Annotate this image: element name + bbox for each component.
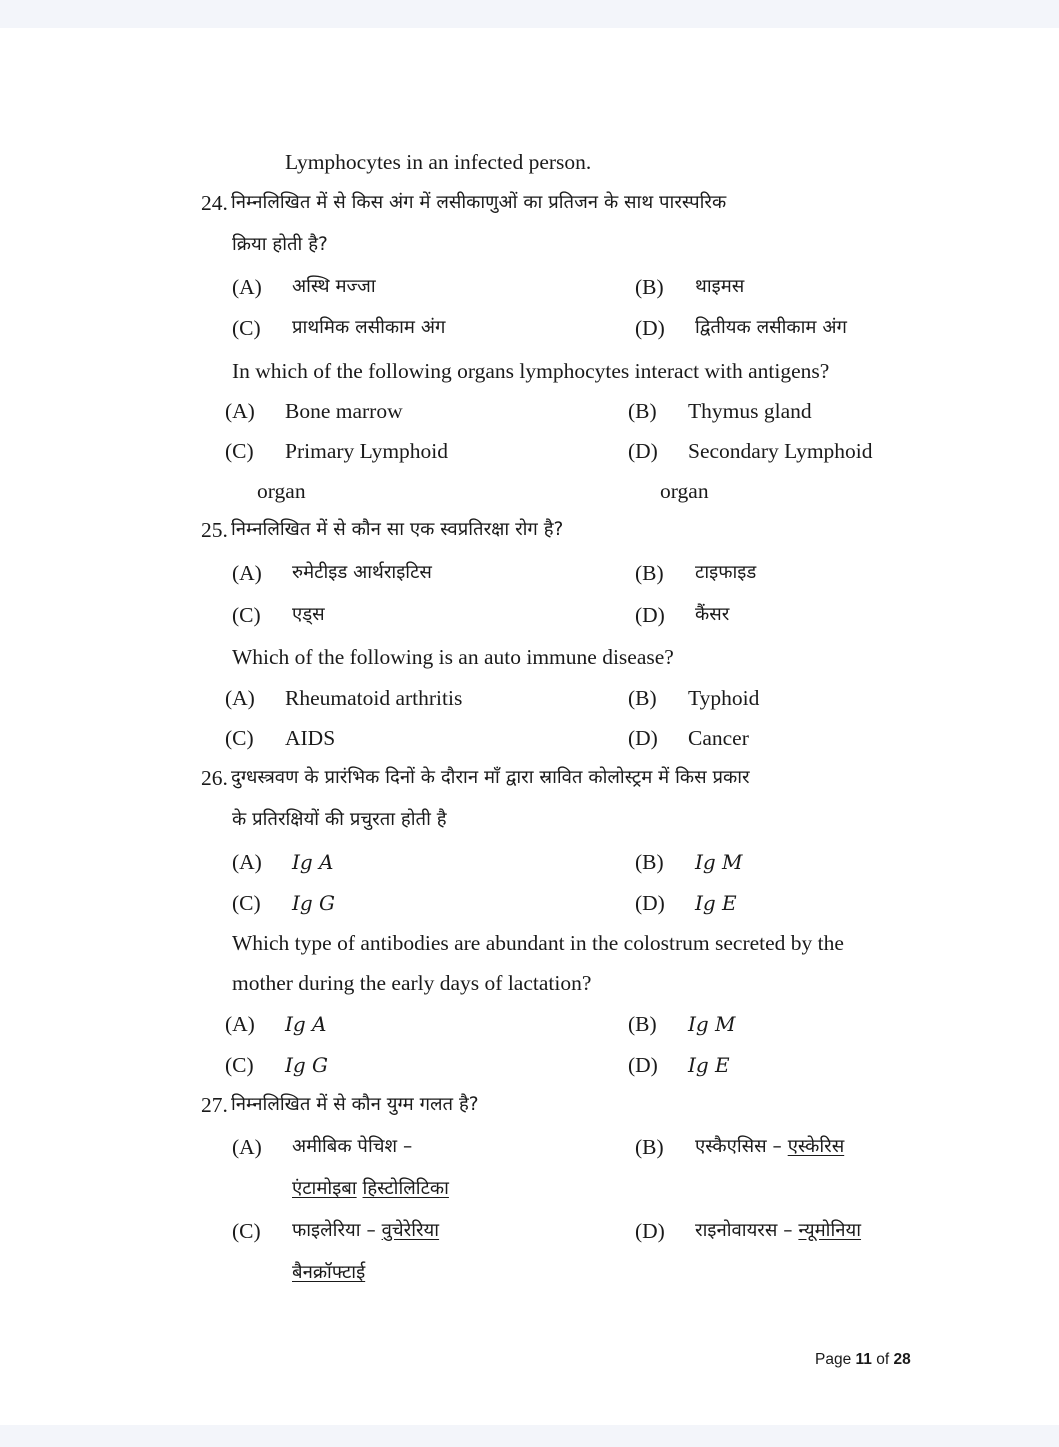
q27-option-c (292, 1217, 439, 1245)
q26-en-option-a-label: (A) (225, 1012, 255, 1036)
q26-hi-option-b: Ig M (695, 850, 743, 874)
q26-en-option-d: Ig E (688, 1053, 730, 1077)
q25-number: 25. (201, 518, 228, 542)
q26-english-line1: Which type of antibodies are abundant in the colostrum secreted by the (232, 931, 844, 955)
q24-hi-option-d-label: (D) (635, 316, 665, 340)
q26-en-option-b-label: (B) (628, 1012, 657, 1036)
q25-hi-option-a: रुमेटीइड आर्थराइटिस (292, 562, 432, 583)
q26-hi-option-a: Ig A (292, 850, 334, 874)
q27-option-a-species: हिस्टोलिटिका (362, 1178, 449, 1199)
q24-en-option-d-continuation: organ (660, 479, 709, 503)
q27-option-a-label: (A) (232, 1135, 262, 1159)
q27-option-d-text: राइनोवायरस – (695, 1220, 793, 1241)
q26-en-option-c-label: (C) (225, 1053, 254, 1077)
intro-line: Lymphocytes in an infected person. (285, 150, 592, 174)
q25-hi-option-c-label: (C) (232, 603, 261, 627)
q24-hi-option-b-label: (B) (635, 275, 664, 299)
q25-en-option-a-label: (A) (225, 686, 255, 710)
q26-hi-option-b-label: (B) (635, 850, 664, 874)
q24-en-option-c: Primary Lymphoid (285, 439, 449, 463)
q26-en-option-d-label: (D) (628, 1053, 658, 1077)
q24-english-question: In which of the following organs lymphocytes interact with antigens? (232, 359, 830, 383)
q25-hi-option-b: टाइफाइड (695, 562, 757, 583)
q25-en-option-c: AIDS (285, 726, 336, 750)
q26-hindi-line2: के प्रतिरक्षियों की प्रचुरता होती है (232, 809, 447, 830)
q27-option-c-species: बैनक्रॉफ्टाई (292, 1262, 366, 1283)
q24-hi-option-d: द्वितीयक लसीकाम अंग (695, 317, 847, 338)
q26-en-option-a: Ig A (285, 1012, 327, 1036)
q27-option-b-underlined: एस्केरिस (787, 1136, 845, 1157)
q24-hi-option-a-label: (A) (232, 275, 262, 299)
q25-en-option-b: Typhoid (688, 686, 760, 710)
q24-en-option-b: Thymus gland (688, 399, 812, 423)
q27-option-a-continuation (292, 1175, 449, 1203)
q26-english-line2: mother during the early days of lactation? (232, 971, 592, 995)
q24-en-option-c-label: (C) (225, 439, 254, 463)
q24-en-option-c-continuation: organ (257, 479, 306, 503)
q24-number: 24. (201, 191, 228, 215)
q24-hindi-line2: क्रिया होती है? (232, 234, 328, 255)
q26-hi-option-d-label: (D) (635, 891, 665, 915)
q25-en-option-c-label: (C) (225, 726, 254, 750)
q27-option-a-genus: एंटामोइबा (292, 1178, 357, 1199)
footer-prefix: Page (815, 1351, 852, 1368)
q25-english-question: Which of the following is an auto immune disease? (232, 645, 674, 669)
q24-en-option-a-label: (A) (225, 399, 255, 423)
q26-en-option-b: Ig M (688, 1012, 736, 1036)
q26-en-option-c: Ig G (285, 1053, 329, 1077)
q25-en-option-a: Rheumatoid arthritis (285, 686, 463, 710)
q27-option-b-label: (B) (635, 1135, 664, 1159)
q25-hi-option-b-label: (B) (635, 561, 664, 585)
q26-hi-option-a-label: (A) (232, 850, 262, 874)
q24-hi-option-b: थाइमस (695, 276, 745, 297)
q25-en-option-d-label: (D) (628, 726, 658, 750)
q27-option-d (695, 1217, 861, 1245)
q24-hi-option-a: अस्थि मज्जा (292, 276, 376, 297)
footer-current-page: 11 (855, 1351, 872, 1368)
q27-option-c-label: (C) (232, 1219, 261, 1243)
q27-option-c-underlined: वुचेरेरिया (381, 1220, 440, 1241)
q27-option-d-underlined: न्यूमोनिया (798, 1220, 862, 1241)
q25-hi-option-c: एड्स (292, 604, 325, 625)
q27-option-b-text: एस्कैएसिस – (695, 1136, 782, 1157)
q25-hi-option-d: कैंसर (695, 604, 730, 625)
q24-hi-option-c-label: (C) (232, 316, 261, 340)
q26-hi-option-d: Ig E (695, 891, 737, 915)
q24-hindi-line1: निम्नलिखित में से किस अंग में लसीकाणुओं का प्रतिजन के साथ पारस्परिक (231, 192, 727, 213)
footer-of: of (876, 1351, 890, 1368)
q26-number: 26. (201, 766, 228, 790)
footer-total-pages: 28 (893, 1351, 911, 1368)
q24-hi-option-c: प्राथमिक लसीकाम अंग (292, 317, 446, 338)
q24-en-option-a: Bone marrow (285, 399, 403, 423)
q26-hindi-line1: दुग्धस्त्रवण के प्रारंभिक दिनों के दौरान माँ द्वारा स्रावित कोलोस्ट्रम में किस प्रकार (231, 767, 750, 788)
q24-en-option-d: Secondary Lymphoid (688, 439, 873, 463)
q27-hindi-line1: निम्नलिखित में से कौन युग्म गलत है? (231, 1094, 479, 1115)
q24-en-option-b-label: (B) (628, 399, 657, 423)
q27-option-a-text: अमीबिक पेचिश – (292, 1136, 413, 1157)
q26-hi-option-c-label: (C) (232, 891, 261, 915)
q25-hindi-line1: निम्नलिखित में से कौन सा एक स्वप्रतिरक्षा रोग है? (231, 519, 564, 540)
q27-option-c-continuation (292, 1259, 365, 1287)
q25-hi-option-d-label: (D) (635, 603, 665, 627)
page-number-footer (815, 1351, 911, 1369)
q27-option-d-label: (D) (635, 1219, 665, 1243)
document-page (0, 28, 1059, 1425)
q27-number: 27. (201, 1093, 228, 1117)
q25-en-option-b-label: (B) (628, 686, 657, 710)
q27-option-b (695, 1133, 844, 1161)
q25-en-option-d: Cancer (688, 726, 749, 750)
q26-hi-option-c: Ig G (292, 891, 336, 915)
q24-en-option-d-label: (D) (628, 439, 658, 463)
q27-option-c-text: फाइलेरिया – (292, 1220, 376, 1241)
q25-hi-option-a-label: (A) (232, 561, 262, 585)
